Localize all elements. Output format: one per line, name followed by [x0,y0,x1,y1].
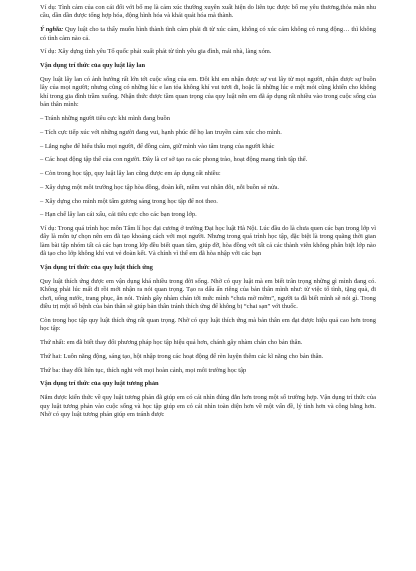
body-paragraph: Nắm được kiến thức về quy luật tương phản đã giúp em có cái nhìn đúng đắn hơn trong một số trường hợp. Vận dụng trí thức của quy luật tương phản vào cuộc sống và học tập giúp em có cái nhìn toàn diện hơn về một vấn đề, lý tính hơn và công bằng hơn. Nhờ có quy luật tương phản giúp em tránh được [40,394,376,419]
bullet-item: – Xây dựng cho mình một tấm gương sáng trong học tập để noi theo. [40,197,218,205]
meaning-paragraph [40,26,376,43]
body-paragraph: Quy luật lây lan có ảnh hưởng rất lớn tới cuộc sống của em. Đôi khi em nhận được sự vui lây từ mọi người, nhận được sự buồn lây của mọi người; nhưng cũng có những lúc e lan tỏa không khí vui tươi đi, hoặc là những lúc e mệt mỏi cũng khiến cho không khí trong gia đình trầm xuống. Nhận thức được tầm quan trọng của quy luật nên em đã áp dụng rất nhiều vào trong cuộc sống của bản thân mình: [40,75,376,109]
bullet-item: – Các hoạt động tập thể của con người. Đây là cơ sở tạo ra các phong trào, hoạt động mang tính tập thể. [40,156,308,164]
body-paragraph: Thứ nhất: em đã biết thay đổi phương pháp học tập hiệu quả hơn, chánh gây nhàm chán cho bản thân. [40,339,303,347]
bullet-item: – Hạn chế lây lan cái xấu, cái tiêu cực cho các bạn trong lớp. [40,211,197,219]
section-heading: Vận dụng trí thức của quy luật lây lan [40,62,146,70]
body-paragraph: Thứ ba: thay đổi liên tục, thích nghi với mọi hoàn cảnh, mọi môi trường học tập [40,366,247,374]
bullet-item: – Còn trong học tập, quy luật lây lan cũng được em áp dụng rất nhiều: [40,170,221,178]
bullet-item: – Lắng nghe để hiểu thấu mọi người, để đồng cảm, giữ mình vào tâm trạng của người khác [40,142,275,150]
example-paragraph: Ví dụ: Tình cảm của con cái đối với bố mẹ là cảm xúc thường xuyên xuất hiện do liên tục được bố mẹ yêu thương,thỏa mãn nhu cầu, dần dần được tổng hợp hóa, động hình hóa và khái quát hóa mà thành. [40,4,376,20]
section-heading: Vận dụng trí thức của quy luật thích ứng [40,264,153,272]
example-paragraph: Ví dụ: Xây dựng tình yêu Tổ quốc phải xuất phát từ tình yêu gia đình, mái nhà, làng xóm. [40,48,272,56]
bullet-item: – Tích cực tiếp xúc với những người đang vui, hạnh phúc để họ lan truyền cảm xúc cho mình. [40,128,282,136]
body-paragraph: Thứ hai: Luôn năng động, sáng tạo, hội nhập trong các hoạt động để rèn luyện thêm các kĩ năng cho bản thân. [40,352,324,360]
meaning-label: Ý nghĩa: [40,26,64,34]
bullet-item: – Tránh những người tiêu cực khi mình đang buồn [40,115,170,123]
bullet-item: – Xây dựng một môi trường học tập hòa đồng, đoàn kết, niềm vui nhân đôi, nỗi buồn sẻ nửa. [40,183,279,191]
section-heading: Vận dụng trí thức của quy luật tương phản [40,380,159,388]
body-paragraph: Quy luật thích ứng được em vận dụng khá nhiều trong đời sống. Nhờ có quy luật mà em biết trân trọng những gì mình đang có. Không phải lúc mất đi rồi mới nhận ra nói quan trọng. Tạo ra dấu ấn riêng của bản thân mình như: từ việc tổ tình, tặng quà, đi chơi, uống nước, trang phục, ăn nói. Tránh gây nhàm chán tới mức mình “chưa mờ mờm”, người ta đã biết mình sẽ nói gì. Trong điều trị một số bệnh của bản thân sẽ giúp bản thân tránh thích ứng để không bị “chai sạn” với thuốc. [40,277,376,311]
example-paragraph: Ví dụ: Trong quá trình học môn Tâm lí học đại cương ở trường Đại học luật Hà Nội. Lúc đầu do là chưa quen các bạn trong lớp vì đây là môn tự chọn nên em đã tạo khoảng cách với mọi người. Nhưng trong quá trình học tập, đặc biệt là trong quãng thời gian làm bài tập nhóm tất cả các bạn trong lớp đều biết quan tâm, giúp đỡ, hòa đồng với tất cả các thành viên không phân biệt lớp nào đã tạo cho lớp không khí vui vẻ đoàn kết. Và chính vì thế em đã hòa nhập với các bạn [40,225,376,258]
body-paragraph: Còn trong học tập quy luật thích ứng rất quan trọng. Nhờ có quy luật thích ứng mà bản thân em đạt được hiệu quả cao hơn trong học tập: [40,316,376,333]
meaning-text: Quy luật cho ta thấy muốn hình thành tình cảm phải đi từ xúc cảm, không có xúc cảm không có rung động… thì không có tình cảm nào cả. [40,26,376,42]
